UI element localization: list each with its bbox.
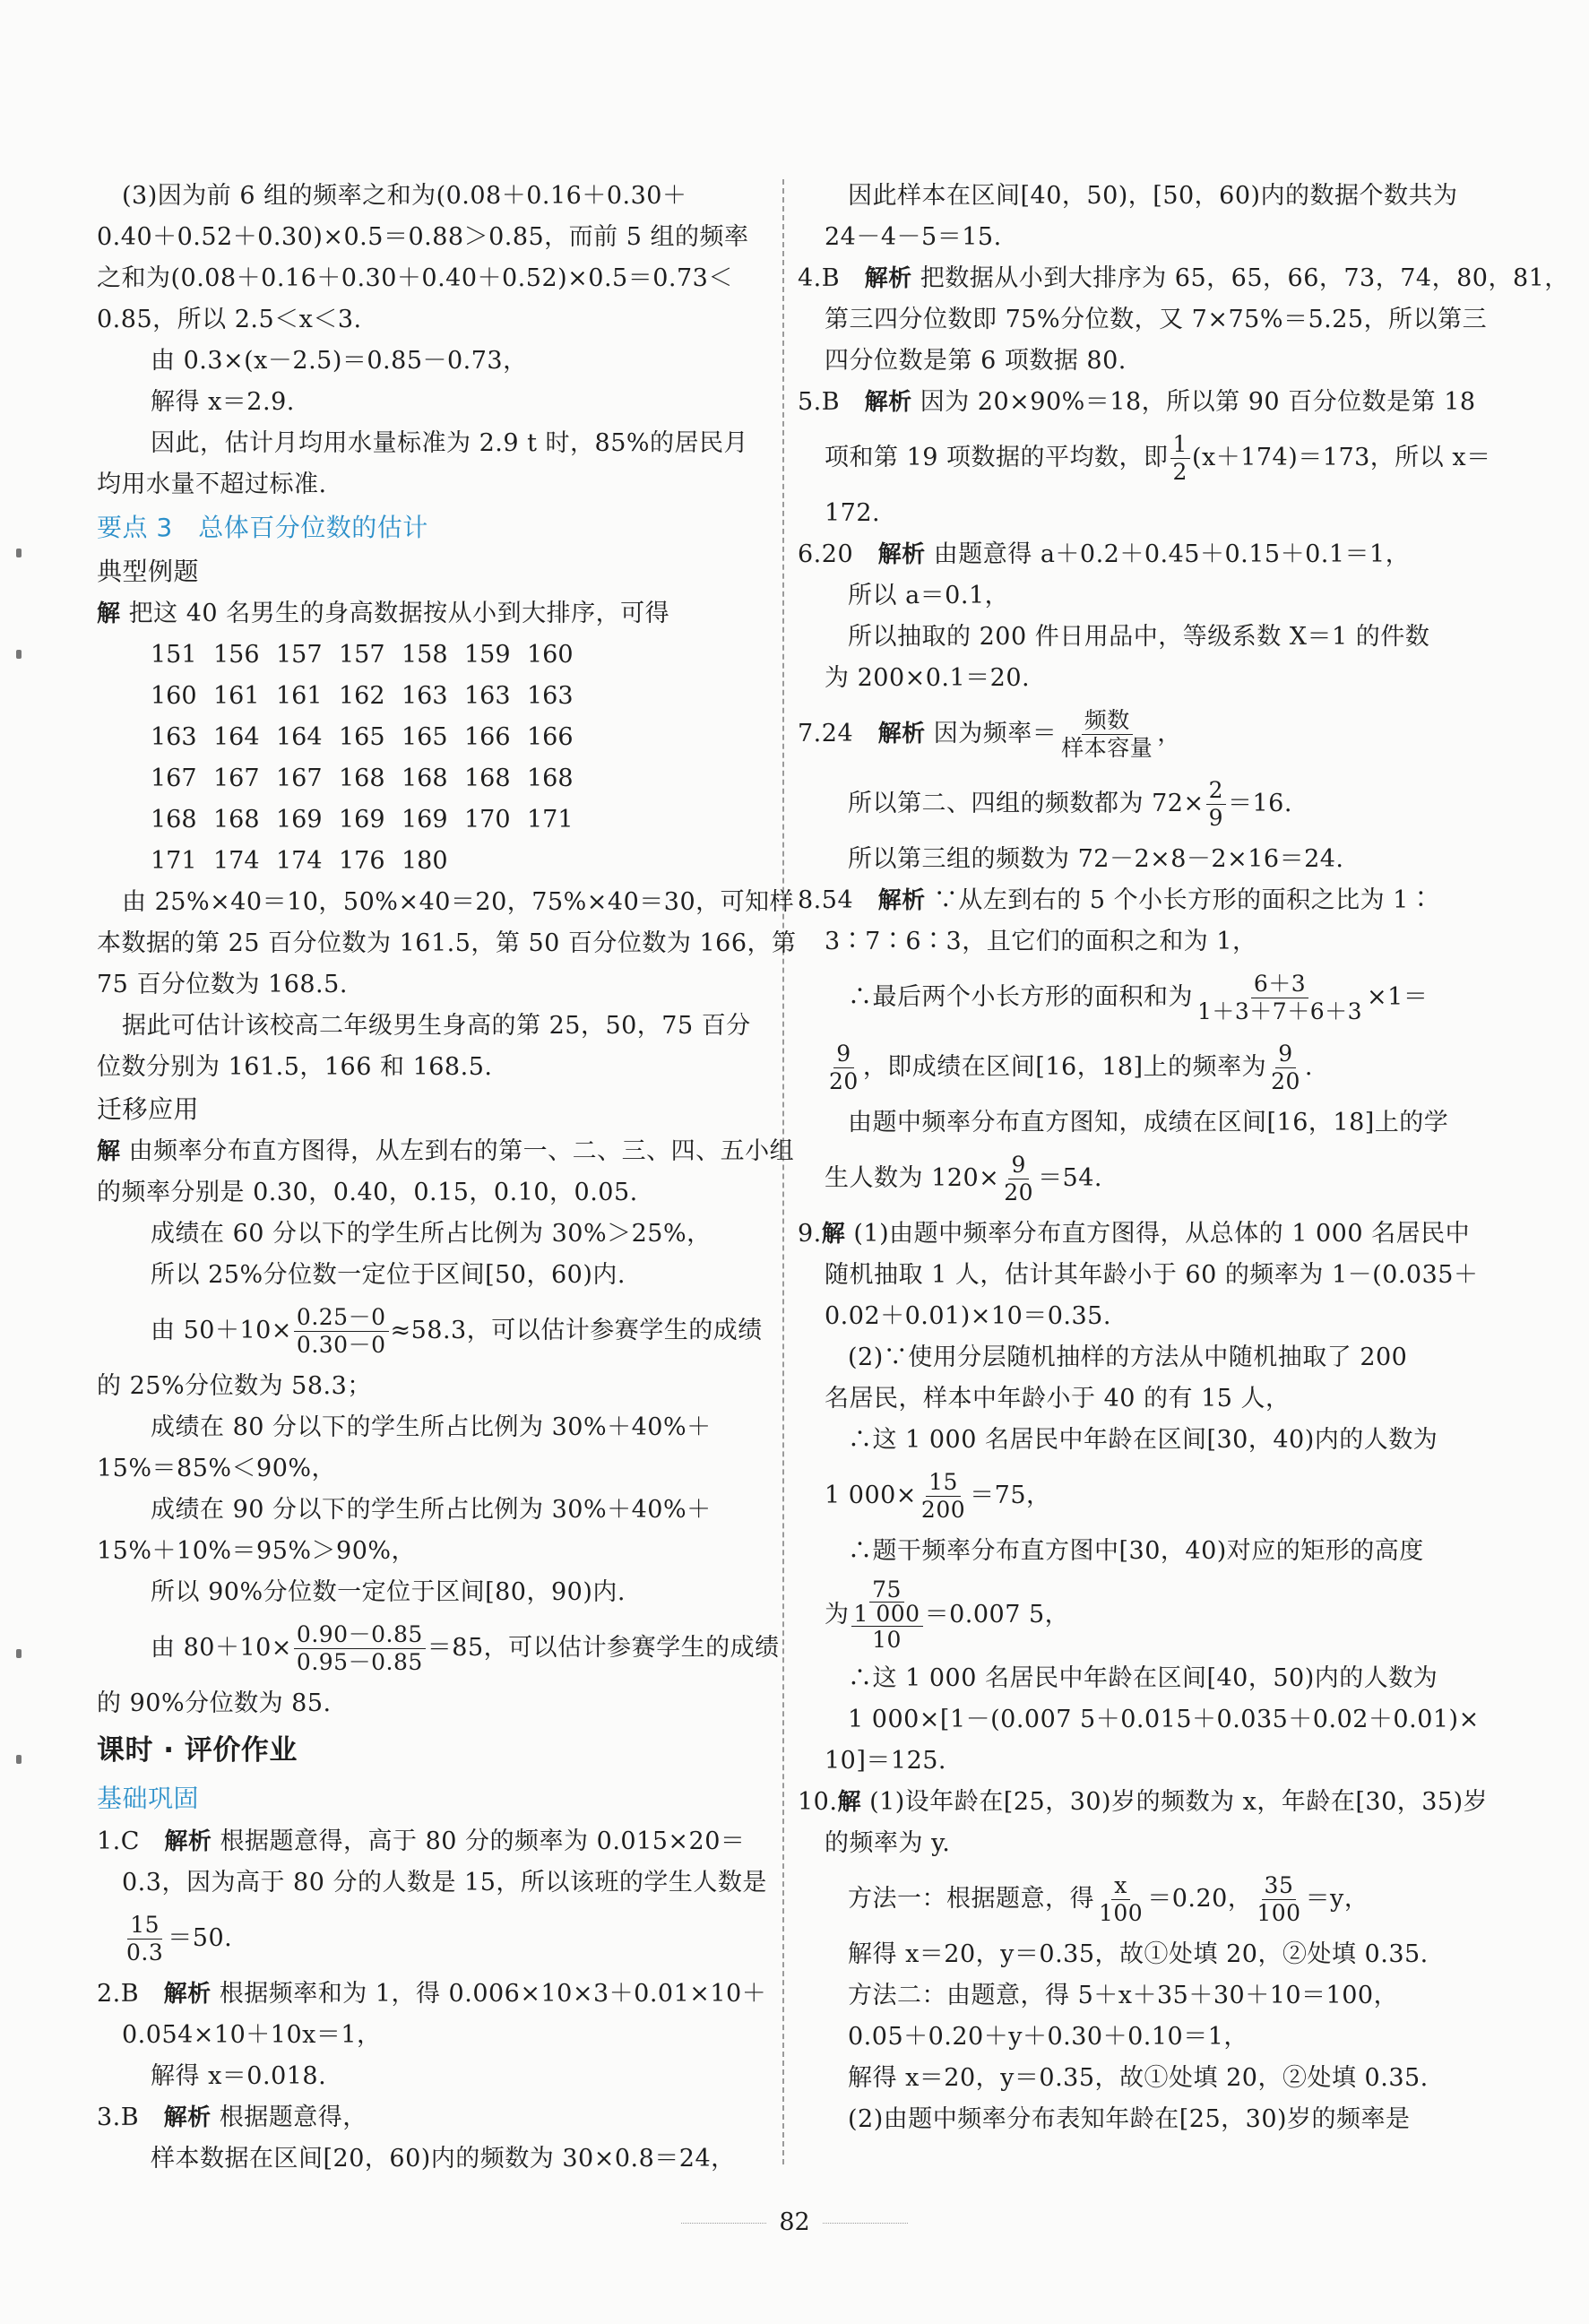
question-number: 5.B: [798, 388, 865, 416]
formula-line: 为 75 1 000 10 ＝0.007 5，: [825, 1576, 1070, 1653]
text-line: 根据频率和为 1，得 0.006×10×3＋0.01×10＋: [219, 1980, 767, 2008]
fraction: $\frac{9}{20}$: [1004, 1152, 1034, 1205]
question-number: 9.: [798, 1220, 822, 1248]
question-number: 1.C: [97, 1827, 165, 1855]
text-line: 据此可估计该校高二年级男生身高的第 25，50，75 百分: [122, 1012, 751, 1040]
text-line: 0.85，所以 2.5＜x＜3.: [97, 306, 362, 333]
table-row: 151 156 157 157 158 159 160: [151, 641, 574, 669]
formula-line: 由 50＋10× $\frac{0.25-0}{0.30-0}$ ≈58.3，可以估计参赛学生的成绩: [151, 1304, 763, 1358]
formula-line: ∴最后两个小长方形的面积和为 $\frac{6+3}{1+3+7+6+3}$ ×1＝: [848, 971, 1429, 1024]
analysis-label: 解析: [164, 1828, 212, 1855]
text-line: 所以 a＝0.1，: [848, 582, 1010, 609]
analysis-label: 解析: [163, 2104, 212, 2131]
text-line: 为 200×0.1＝20.: [825, 664, 1031, 692]
text-line: 根据题意得，: [219, 2104, 367, 2131]
table-row: 168 168 169 169 169 170 171: [151, 806, 574, 834]
text-line: 由 0.3×(x－2.5)＝0.85－0.73，: [151, 347, 528, 375]
formula-line: 方法一：根据题意，得 $\frac{x}{100}$ ＝0.20， $\frac{35}{100}$ ＝y，: [848, 1872, 1369, 1926]
analysis-label: 解析: [877, 887, 926, 914]
scan-mark: [16, 1755, 22, 1764]
text-line: (1)设年龄在[25，30)岁的频数为 x，年龄在[30，35)岁: [869, 1788, 1489, 1816]
text-line: 0.054×10＋10x＝1，: [122, 2021, 382, 2049]
text-line: 第三四分位数即 75%分位数，又 7×75%＝5.25，所以第三: [825, 306, 1488, 333]
text-line: 之和为(0.08＋0.16＋0.30＋0.40＋0.52)×0.5＝0.73＜: [97, 264, 733, 292]
text-line: 由题意得 a＋0.2＋0.45＋0.15＋0.1＝1，: [933, 540, 1411, 568]
homework-heading: 课时 · 评价作业: [97, 1734, 298, 1767]
table-row: 171 174 174 176 180: [151, 847, 448, 875]
text-line: 四分位数是第 6 项数据 80.: [825, 347, 1127, 375]
text-line: 0.02＋0.01)×10＝0.35.: [825, 1302, 1111, 1330]
footer-rule: [681, 2223, 766, 2224]
fraction: $\frac{1}{2}$: [1170, 431, 1190, 486]
scan-mark: [16, 1649, 22, 1658]
text-line: 成绩在 80 分以下的学生所占比例为 30%＋40%＋: [151, 1413, 712, 1441]
question-number: 2.B: [97, 1980, 164, 2008]
text-line: 由频率分布直方图得，从左到右的第一、二、三、四、五小组: [128, 1137, 795, 1165]
fraction: $\frac{0.25-0}{0.30-0}$: [294, 1304, 389, 1359]
text-line: 的频率为 y.: [825, 1829, 951, 1857]
solution-label: 解: [821, 1221, 846, 1248]
formula-line: $\frac{9}{20}$ ，即成绩在区间[16，18]上的频率为 $\frac{9}{20}$ .: [798, 1032, 1479, 1102]
question-number: 6.20: [798, 540, 878, 568]
text-line: 75 百分位数为 168.5.: [97, 971, 348, 998]
text-line: 解得 x＝20，y＝0.35，故①处填 20，②处填 0.35.: [848, 2064, 1429, 2092]
analysis-label: 解析: [163, 1981, 212, 2008]
right-column: 因此样本在区间[40，50)，[50，60)内的数据个数共为 24－4－5＝15. 4.B 解析 把数据从小到大排序为 65，65，66，73，74，80，81， 第三四分位数即 75%分位数，又 7×75%＝5.25，所以第三 四分位数是第 6 项数据 80. 5.B 解析 因为 20×90%＝18，所以第 90 百分位数是第 18 项和第 19 项数据的平均数，即 $\frac{1}{2}$ (x＋174)＝173，所以 x＝ 172. 6.20 解析 由题意得 a＋0.2＋0.45＋0.15＋0.1＝1， 所以 a＝0.1， 所以抽取的 200 件日用品中，等级系数 X＝1 的件数 为 200×0.1＝20. 7.24 解析 因为频率＝ $\frac{\text{频数}}{\text{样本容量}}$ ， 所以第二、四组的频数都为 72× $\frac{2}{9}$ ＝16. 所以第三组的频数为 72－2×8－2×16＝24. 8.54 解析 ∵从左到右的 5 个小长方形的面积之比为 1∶ 3∶7∶6∶3，且它们的面积之和为 1， ∴最后两个小长方形的面积和为 $\frac{6+3}{1+3+7+6+3}$ ×1＝ $\frac{9}{20}$ ，即成绩在区间[16，18]上的频率为 $\frac{9}{20}$ . 由题中频率分布直方图知，成绩在区间[16，18]上的学 生人数为 120× $\frac{9}{20}$ ＝54. 9.解 (1)由题中频率分布直方图得，从总体的 1 000 名居民中 随机抽取 1 人，估计其年龄小于 60 的频率为 1－(0.035＋ 0.02＋0.01)×10＝0.35. (2)∵使用分层随机抽样的方法从中随机抽取了 200 名居民，样本中年龄小于 40 的有 15 人， ∴这 1 000 名居民中年龄在区间[30，40)内的人数为 1 000× $\frac{15}{200}$ ＝75， ∴题干频率分布直方图中[30，40)对应的矩形的高度 为 75 1 000 10 ＝0.007 5， ∴这 1 000 名居民中年龄在区间[40，50)内的人数为 1 000×[1－(0.007 5＋0.015＋0.035＋0.02＋0.01)× 10]＝125. 10.解 (1)设年龄在[25，30)岁的频数为 x，年龄在[30，35)岁 的频率为 y. 方法一：根据题意，得 $\frac{x}{100}$ ＝0.20， $\frac{35}{100}$ ＝y， 解得 x＝20，y＝0.35，故①处填 20，②处填 0.35. 方法二：由题意，得 5＋x＋35＋30＋10＝100， 0.05＋0.20＋y＋0.30＋0.10＝1， 解得 x＝20，y＝0.35，故①处填 20，②处填 0.35. (2)由题中频率分布表知年龄在[25，30)岁的频率是: [798, 176, 1479, 2140]
text-line: 由 25%×40＝10，50%×40＝20，75%×40＝30，可知样: [122, 888, 795, 916]
question-number: 4.B: [798, 264, 865, 292]
text-line: (2)∵使用分层随机抽样的方法从中随机抽取了 200: [848, 1343, 1408, 1371]
page-number-text: 82: [779, 2208, 810, 2236]
formula-line: $\frac{15}{0.3}$ ＝50.: [97, 1904, 771, 1974]
formula-line: 由 80＋10× $\frac{0.90-0.85}{0.95-0.85}$ ＝85，可以估计参赛学生的成绩: [151, 1621, 780, 1675]
text-line: 因此样本在区间[40，50)，[50，60)内的数据个数共为: [848, 182, 1458, 210]
text-line: 解得 x＝20，y＝0.35，故①处填 20，②处填 0.35.: [848, 1940, 1429, 1968]
text-line: ∵从左到右的 5 个小长方形的面积之比为 1∶: [933, 886, 1434, 914]
text-line: 的频率分别是 0.30，0.40，0.15，0.10，0.05.: [97, 1179, 638, 1206]
fraction: $\frac{\text{频数}}{\text{样本容量}}$: [1061, 707, 1153, 761]
text-line: 1 000×[1－(0.007 5＋0.015＋0.035＋0.02＋0.01)×: [848, 1706, 1480, 1733]
text-line: ∴这 1 000 名居民中年龄在区间[40，50)内的人数为: [848, 1664, 1438, 1692]
footer-rule: [823, 2223, 908, 2224]
text-line: (2)由题中频率分布表知年龄在[25，30)岁的频率是: [848, 2105, 1411, 2133]
text-line: (3)因为前 6 组的频率之和为(0.08＋0.16＋0.30＋: [122, 182, 687, 210]
subsection-heading: 迁移应用: [97, 1094, 200, 1124]
analysis-label: 解析: [877, 541, 926, 568]
compound-fraction: 75 1 000 10: [851, 1578, 923, 1654]
fraction: $\frac{6+3}{1+3+7+6+3}$: [1197, 971, 1363, 1024]
formula-line: 1 000× $\frac{15}{200}$ ＝75，: [825, 1469, 1051, 1523]
text-line: 的 25%分位数为 58.3；: [97, 1372, 372, 1400]
column-divider: [782, 179, 784, 2164]
solution-label: 解: [97, 1138, 121, 1165]
text-line: 名居民，样本中年龄小于 40 的有 15 人，: [825, 1385, 1291, 1413]
table-row: 160 161 161 162 163 163 163: [151, 682, 574, 710]
analysis-label: 解析: [877, 721, 926, 747]
text-line: 样本数据在区间[20，60)内的频数为 30×0.8＝24，: [151, 2145, 736, 2173]
text-line: 所以第三组的频数为 72－2×8－2×16＝24.: [848, 845, 1344, 873]
text-line: 方法二：由题意，得 5＋x＋35＋30＋10＝100，: [848, 1982, 1399, 2009]
text-line: 0.05＋0.20＋y＋0.30＋0.10＝1，: [848, 2023, 1248, 2051]
text-line: 位数分别为 161.5，166 和 168.5.: [97, 1053, 493, 1081]
text-line: 15%＝85%＜90%，: [97, 1455, 337, 1482]
text-line: 172.: [825, 499, 881, 527]
question-number: 7.24: [798, 720, 878, 747]
text-line: 解得 x＝0.018.: [151, 2062, 327, 2090]
text-line: 24－4－5＝15.: [825, 223, 1002, 251]
left-column: [97, 176, 797, 2180]
text-line: 3∶7∶6∶3，且它们的面积之和为 1，: [825, 928, 1257, 955]
text-line: 因为 20×90%＝18，所以第 90 百分位数是第 18: [920, 388, 1476, 416]
scan-mark: [16, 549, 22, 557]
fraction: $\frac{x}{100}$: [1099, 1872, 1144, 1926]
text-line: 所以 25%分位数一定位于区间[50，60)内.: [151, 1261, 626, 1289]
question-number: 3.B: [97, 2104, 164, 2131]
text-line: 把这 40 名男生的身高数据按从小到大排序，可得: [128, 600, 670, 627]
solution-label: 解: [837, 1789, 861, 1816]
question-number: 8.54: [798, 886, 878, 914]
basic-heading: 基础巩固: [97, 1784, 200, 1813]
fraction: $\frac{9}{20}$: [1271, 1041, 1300, 1094]
text-line: 成绩在 60 分以下的学生所占比例为 30%＞25%，: [151, 1220, 712, 1248]
text-line: 因此，估计月均用水量标准为 2.9 t 时，85%的居民月: [151, 429, 749, 457]
formula-line: 生人数为 120× $\frac{9}{20}$ ＝54.: [825, 1152, 1103, 1205]
fraction: $\frac{15}{200}$: [920, 1469, 966, 1523]
text-line: 0.40＋0.52＋0.30)×0.5＝0.88＞0.85，而前 5 组的频率: [97, 223, 749, 251]
text-line: 解得 x＝2.9.: [151, 388, 295, 416]
text-line: (1)由题中频率分布直方图得，从总体的 1 000 名居民中: [853, 1220, 1471, 1248]
scan-mark: [16, 650, 22, 659]
text-line: ∴题干频率分布直方图中[30，40)对应的矩形的高度: [848, 1537, 1424, 1565]
text-line: 根据题意得，高于 80 分的频率为 0.015×20＝: [220, 1827, 746, 1855]
formula-line: 所以第二、四组的频数都为 72× $\frac{2}{9}$ ＝16.: [848, 777, 1292, 831]
analysis-label: 解析: [864, 389, 912, 416]
question-number: 10.: [798, 1788, 838, 1816]
text-line: 由题中频率分布直方图知，成绩在区间[16，18]上的学: [848, 1109, 1449, 1136]
section-heading: 要点 3 总体百分位数的估计: [97, 513, 428, 542]
text-line: 均用水量不超过标准.: [97, 471, 327, 498]
text-line: 所以抽取的 200 件日用品中，等级系数 X＝1 的件数: [848, 623, 1430, 651]
table-row: 163 164 164 165 165 166 166: [151, 723, 574, 751]
text-line: 15%＋10%＝95%＞90%，: [97, 1537, 417, 1565]
text-line: 随机抽取 1 人，估计其年龄小于 60 的频率为 1－(0.035＋: [825, 1261, 1479, 1289]
table-row: 167 167 167 168 168 168 168: [151, 765, 574, 792]
analysis-label: 解析: [864, 265, 912, 292]
text-line: 本数据的第 25 百分位数为 161.5，第 50 百分位数为 166，第: [97, 929, 797, 957]
text-line: 所以 90%分位数一定位于区间[80，90)内.: [151, 1578, 626, 1606]
text-line: 的 90%分位数为 85.: [97, 1689, 332, 1717]
formula-line: 项和第 19 项数据的平均数，即 $\frac{1}{2}$ (x＋174)＝173，所以 x＝: [825, 431, 1491, 485]
fraction: $\frac{35}{100}$: [1257, 1872, 1301, 1926]
heights-table: [97, 635, 771, 882]
fraction: $\frac{15}{0.3}$: [126, 1912, 164, 1965]
fraction: $\frac{0.90-0.85}{0.95-0.85}$: [294, 1621, 426, 1676]
text-line: 0.3，因为高于 80 分的人数是 15，所以该班的学生人数是: [122, 1869, 767, 1896]
text-line: 把数据从小到大排序为 65，65，66，73，74，80，81，: [920, 264, 1569, 292]
page-number: [0, 2208, 1589, 2236]
subsection-heading: 典型例题: [97, 557, 200, 586]
solution-label: 解: [97, 600, 121, 627]
text-line: 10]＝125.: [825, 1747, 947, 1775]
fraction: $\frac{2}{9}$: [1206, 777, 1226, 832]
text-line: 成绩在 90 分以下的学生所占比例为 30%＋40%＋: [151, 1496, 712, 1524]
text-line: ∴这 1 000 名居民中年龄在区间[30，40)内的人数为: [848, 1426, 1438, 1454]
fraction: $\frac{9}{20}$: [829, 1041, 859, 1094]
